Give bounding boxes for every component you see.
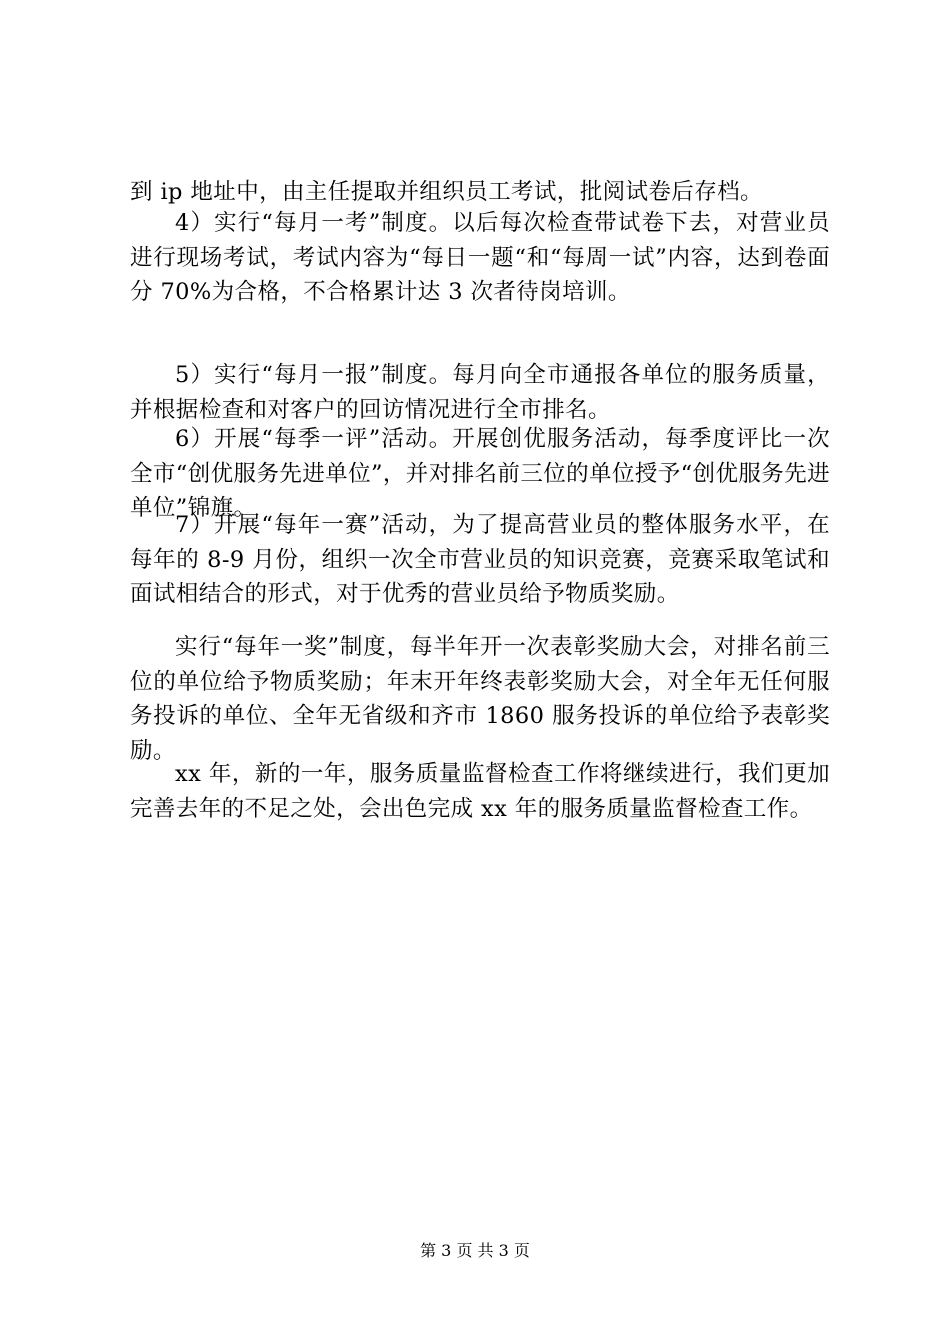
paragraph-annual-contest: 7）开展“每年一赛”活动，为了提高营业员的整体服务水平，在每年的 8-9 月份，组织一次全市营业员的知识竞赛，竞赛采取笔试和面试相结合的形式，对于优秀的营业员给予物质奖励。 [130,512,830,607]
page-footer: 第 3 页 共 3 页 [420,1241,530,1260]
paragraph-exam-archive: 到 ip 地址中，由主任提取并组织员工考试，批阅试卷后存档。 [130,179,763,205]
paragraph-annual-award: 实行“每年一奖”制度，每半年开一次表彰奖励大会，对排名前三位的单位给予物质奖励；年末开年终表彰奖励大会，对全年无任何服务投诉的单位、全年无省级和齐市 1860 服务投诉的单位给予表彰奖励。 [130,634,830,764]
paragraph-monthly-report: 5）实行“每月一报”制度。每月向全市通报各单位的服务质量，并根据检查和对客户的回访情况进行全市排名。 [130,362,830,423]
paragraph-new-year-outlook: xx 年，新的一年，服务质量监督检查工作将继续进行，我们更加完善去年的不足之处，会出色完成 xx 年的服务质量监督检查工作。 [130,761,830,822]
paragraph-monthly-exam: 4）实行“每月一考”制度。以后每次检查带试卷下去，对营业员进行现场考试，考试内容为“每日一题“和“每周一试”内容，达到卷面分 70%为合格，不合格累计达 3 次者待岗培训。 [130,210,830,305]
paragraph-quarterly-review: 6）开展“每季一评”活动。开展创优服务活动，每季度评比一次全市“创优服务先进单位”，并对排名前三位的单位授予“创优服务先进单位”锦旗。 [130,426,830,521]
